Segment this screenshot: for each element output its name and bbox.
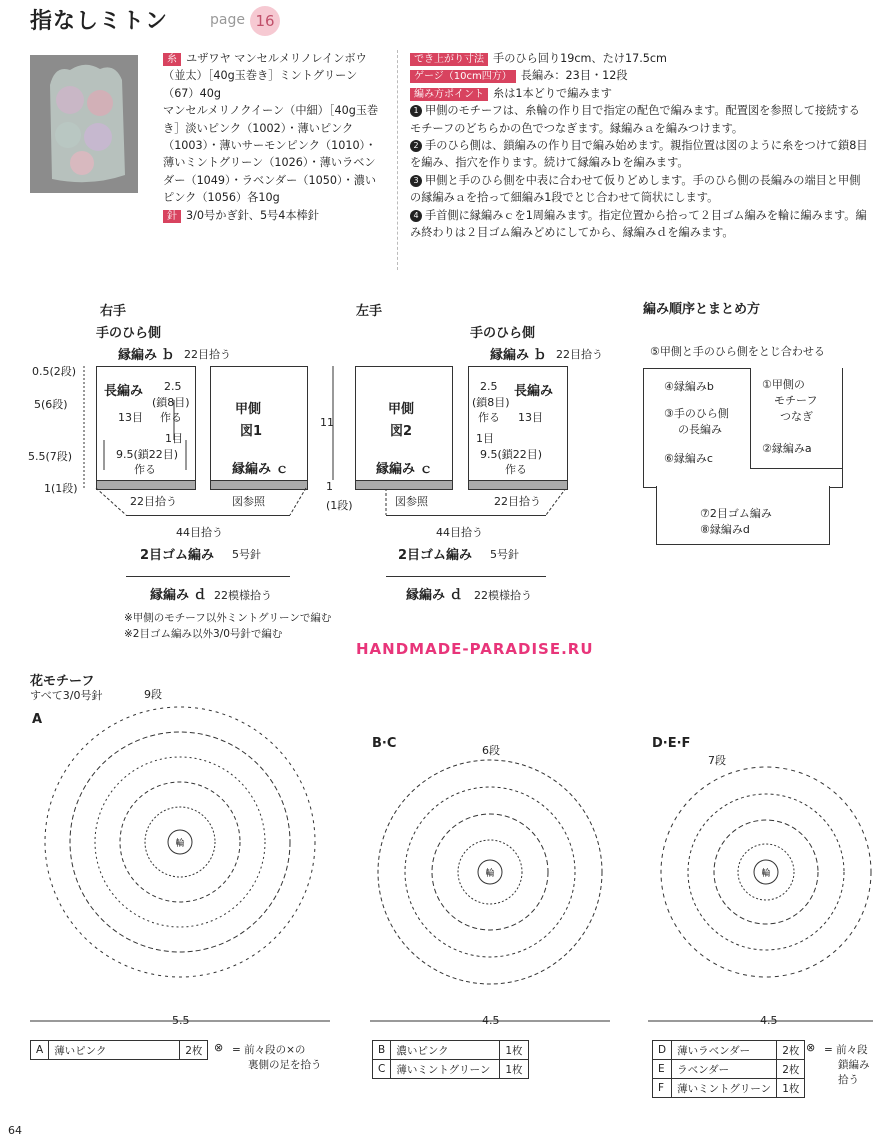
left-back-label: 甲側 xyxy=(388,402,415,417)
table-cell: C xyxy=(373,1060,391,1079)
page-number-badge: 16 xyxy=(250,6,280,36)
table-cell: F xyxy=(653,1079,672,1098)
point-text: 糸は1本どりで編みます xyxy=(493,86,612,100)
dim-5-rows: (6段) xyxy=(41,398,68,411)
dim-1-value: 1 xyxy=(44,482,51,495)
dim-05-value: 0.5 xyxy=(32,365,50,378)
motif-bc-label: B·C xyxy=(372,736,397,751)
yarn-text-2: マンセルメリノクイーン（中細）［40g玉巻き］淡いピンク（1002）・薄いピンク（1003）・薄いサーモンピンク（1010）・薄いミントグリーン（1026）・薄いラベンダー（1049）・ラベンダー（1050）・濃いピンク（1056）各10g xyxy=(163,104,379,205)
table-cell: 2枚 xyxy=(777,1060,805,1079)
order-step6: ⑥縁編みc xyxy=(664,452,713,465)
motif-bc-chart xyxy=(370,750,620,1000)
left-chain8: (鎖8目) xyxy=(472,396,510,409)
table-cell: B xyxy=(373,1041,391,1060)
order-step5: ⑤甲側と手のひら側をとじ合わせる xyxy=(650,345,825,358)
left-one: 1目 xyxy=(476,432,494,445)
motif-def-label: D·E·F xyxy=(652,736,691,751)
right-back-label: 甲側 xyxy=(235,402,262,417)
color-table-def xyxy=(652,1040,805,1098)
table-row xyxy=(31,1041,208,1060)
legend-def-line3: 拾う xyxy=(838,1074,859,1086)
table-cell: 薄いラベンダー xyxy=(672,1041,777,1060)
color-table-a xyxy=(30,1040,208,1060)
order-step1a: ①甲側の xyxy=(762,378,805,391)
left-palm-edge-c xyxy=(468,480,568,490)
motif-bc-dimline xyxy=(370,1018,615,1024)
order-step4: ④縁編みb xyxy=(664,380,714,393)
needle-tag: 針 xyxy=(163,210,181,223)
left-edge-d-pick: 22模様拾う xyxy=(474,589,532,602)
right-long-st: 長編み xyxy=(104,384,144,399)
left-ref: 図参照 xyxy=(395,495,428,508)
right-95: 9.5(鎖22目) xyxy=(116,448,179,461)
motif-def-dimline xyxy=(648,1018,873,1024)
order-step3b: の長編み xyxy=(678,423,722,436)
legend-a-symbol: ⊗ xyxy=(214,1041,224,1054)
table-cell: 薄いピンク xyxy=(49,1041,180,1060)
gauge-tag: ゲージ（10cm四方） xyxy=(410,70,516,83)
motif-def-round: 7段 xyxy=(708,754,726,767)
table-cell: 1枚 xyxy=(500,1060,528,1079)
left-edge-c: 縁編み ｃ xyxy=(376,462,433,477)
right-rib-needle: 5号針 xyxy=(232,548,261,561)
right-chain8: (鎖8目) xyxy=(152,396,190,409)
right-fig-label: 図1 xyxy=(240,424,263,439)
motif-def-ring: 輪 xyxy=(761,869,771,879)
gauge-text: 長編み：23目・12段 xyxy=(520,69,628,83)
dim-05-rows: (2段) xyxy=(49,365,77,378)
motif-a-round: 9段 xyxy=(144,688,162,701)
motif-sub: すべて3/0号針 xyxy=(30,689,103,702)
right-pick22: 22目拾う xyxy=(130,495,177,508)
order-title: 編み順序とまとめ方 xyxy=(643,302,761,317)
right-rib-label: 2目ゴム編み xyxy=(140,548,215,563)
table-row xyxy=(373,1060,529,1079)
right-make2: 作る xyxy=(134,463,156,476)
left-edge-d: 縁編み ｄ xyxy=(406,588,463,603)
motif-bc-ring: 輪 xyxy=(485,869,495,879)
dim-11: 11 xyxy=(320,416,334,429)
table-cell: E xyxy=(653,1060,672,1079)
left-make2: 作る xyxy=(505,463,527,476)
watermark: HANDMADE-PARADISE.RU xyxy=(356,640,594,658)
step-3-text: 甲側と手のひら側を中表に合わせて仮りどめします。手のひら側の長編みの端目と甲側の縁編みａを拾って細編み1段でとじ合わせて筒状にします。 xyxy=(410,173,861,205)
table-cell: 2枚 xyxy=(777,1041,805,1060)
legend-def-line1: = 前々段 xyxy=(824,1044,868,1056)
right-13: 13目 xyxy=(118,411,143,424)
yarn-text-1: ユザワヤ マンセルメリノレインボウ（並太）［40g玉巻き］ミントグリーン（67）40g xyxy=(163,52,367,100)
dim-55-value: 5.5 xyxy=(28,450,46,463)
note-2: ※2目ゴム編み以外3/0号針で編む xyxy=(124,628,283,640)
step-1-number: 1 xyxy=(410,105,422,117)
right-edge-b-pick: 22目拾う xyxy=(184,348,231,361)
left-95: 9.5(鎖22目) xyxy=(480,448,543,461)
left-13: 13目 xyxy=(518,411,543,424)
page-label: page xyxy=(210,12,245,28)
order-step1c: つなぎ xyxy=(780,410,813,423)
motif-def-chart xyxy=(648,760,873,1000)
motif-def-size: 4.5 xyxy=(760,1014,778,1027)
order-step8: ⑧縁編みd xyxy=(700,523,750,536)
right-hand-label: 右手 xyxy=(100,304,127,319)
left-pick22: 22目拾う xyxy=(494,495,541,508)
table-cell: 薄いミントグリーン xyxy=(672,1079,777,1098)
motif-a-size: 5.5 xyxy=(172,1014,190,1027)
left-dim-1 xyxy=(326,480,333,493)
motif-title: 花モチーフ xyxy=(30,674,95,689)
dim-55-rows: (7段) xyxy=(45,450,73,463)
table-cell: 1枚 xyxy=(500,1041,528,1060)
right-ref: 図参照 xyxy=(232,495,265,508)
left-palm-label: 手のひら側 xyxy=(470,326,536,341)
table-row xyxy=(653,1079,805,1098)
step-4-number: 4 xyxy=(410,210,422,222)
step-3-number: 3 xyxy=(410,175,422,187)
right-make: 作る xyxy=(160,411,182,424)
motif-bc-round: 6段 xyxy=(482,744,500,757)
left-fig-label: 図2 xyxy=(390,424,413,439)
dim-5-value: 5 xyxy=(34,398,41,411)
left-rib-needle: 5号針 xyxy=(490,548,519,561)
left-25: 2.5 xyxy=(480,380,498,393)
yarn-tag: 糸 xyxy=(163,53,181,66)
motif-a-label: A xyxy=(32,712,43,727)
order-step3a: ③手のひら側 xyxy=(664,407,729,420)
table-cell: 1枚 xyxy=(777,1079,805,1098)
legend-def-line2: 鎖編み xyxy=(838,1059,870,1071)
order-step7: ⑦2目ゴム編み xyxy=(700,507,772,520)
left-edge-b: 縁編み ｂ xyxy=(490,348,547,363)
step-2-text: 手のひら側は、鎖編みの作り目で編み始めます。親指位置は図のように糸をつけて鎖8目を編み、指穴を作ります。続けて縁編みｂを編みます。 xyxy=(410,139,868,170)
right-one: 1目 xyxy=(165,432,183,445)
left-back-edge-c xyxy=(355,480,453,490)
note-1: ※甲側のモチーフ以外ミントグリーンで編む xyxy=(124,612,332,624)
right-palm-label: 手のひら側 xyxy=(96,326,162,341)
left-make: 作る xyxy=(478,411,500,424)
left-dim-1-value: 1 xyxy=(326,480,333,493)
order-step1b: モチーフ xyxy=(774,394,818,407)
left-edge-b-pick: 22目拾う xyxy=(556,348,603,361)
table-row xyxy=(653,1041,805,1060)
left-rib-pick: 44目拾う xyxy=(436,526,483,539)
motif-a-ring: 輪 xyxy=(175,839,185,849)
left-dim-1-rows: (1段) xyxy=(326,499,353,512)
table-row xyxy=(373,1041,529,1060)
point-tag: 編み方ポイント xyxy=(410,88,488,101)
left-hand-label: 左手 xyxy=(356,304,383,319)
table-cell: 薄いミントグリーン xyxy=(391,1060,500,1079)
left-long-st: 長編み xyxy=(514,384,554,399)
step-4-text: 手首側に縁編みｃを1周編みます。指定位置から拾って２目ゴム編みを輪に編みます。編み終わりは２目ゴム編みどめにしてから、縁編みｄを編みます。 xyxy=(410,208,867,240)
page-footer-number: 64 xyxy=(8,1124,22,1137)
left-rib-label: 2目ゴム編み xyxy=(398,548,473,563)
legend-a-line1: = 前々段の×の xyxy=(232,1044,306,1056)
right-25: 2.5 xyxy=(164,380,182,393)
color-table-bc xyxy=(372,1040,529,1079)
step-1-text: 甲側のモチーフは、糸輪の作り目で指定の配色で編みます。配置図を参照して接続するモチーフのどちらかの色でつなぎます。縁編みａを編みつけます。 xyxy=(410,104,860,135)
right-edge-d-pick: 22模様拾う xyxy=(214,589,272,602)
right-edge-c: 縁編み ｃ xyxy=(232,462,289,477)
table-cell: 2枚 xyxy=(180,1041,208,1060)
table-cell: ラベンダー xyxy=(672,1060,777,1079)
table-cell: D xyxy=(653,1041,672,1060)
table-cell: A xyxy=(31,1041,49,1060)
motif-a-chart xyxy=(30,690,330,1010)
size-tag: でき上がり寸法 xyxy=(410,53,488,66)
needle-text: 3/0号かぎ針、5号4本棒針 xyxy=(186,208,319,222)
legend-def-symbol: ⊗ xyxy=(806,1041,816,1054)
order-step2: ②縁編みa xyxy=(762,442,812,455)
size-text: 手のひら回り19cm、たけ17.5cm xyxy=(493,52,667,65)
right-rib-pick: 44目拾う xyxy=(176,526,223,539)
step-2-number: 2 xyxy=(410,140,422,152)
dim-1-rows: (1段) xyxy=(51,482,78,495)
table-cell: 濃いピンク xyxy=(391,1041,500,1060)
page-title: 指なしミトン xyxy=(30,9,169,34)
right-edge-d: 縁編み ｄ xyxy=(150,588,207,603)
motif-bc-size: 4.5 xyxy=(482,1014,500,1027)
legend-a-line2: 裏側の足を拾う xyxy=(248,1059,322,1071)
table-row xyxy=(653,1060,805,1079)
right-edge-b: 縁編み ｂ xyxy=(118,348,175,363)
motif-a-dimline xyxy=(30,1018,335,1024)
